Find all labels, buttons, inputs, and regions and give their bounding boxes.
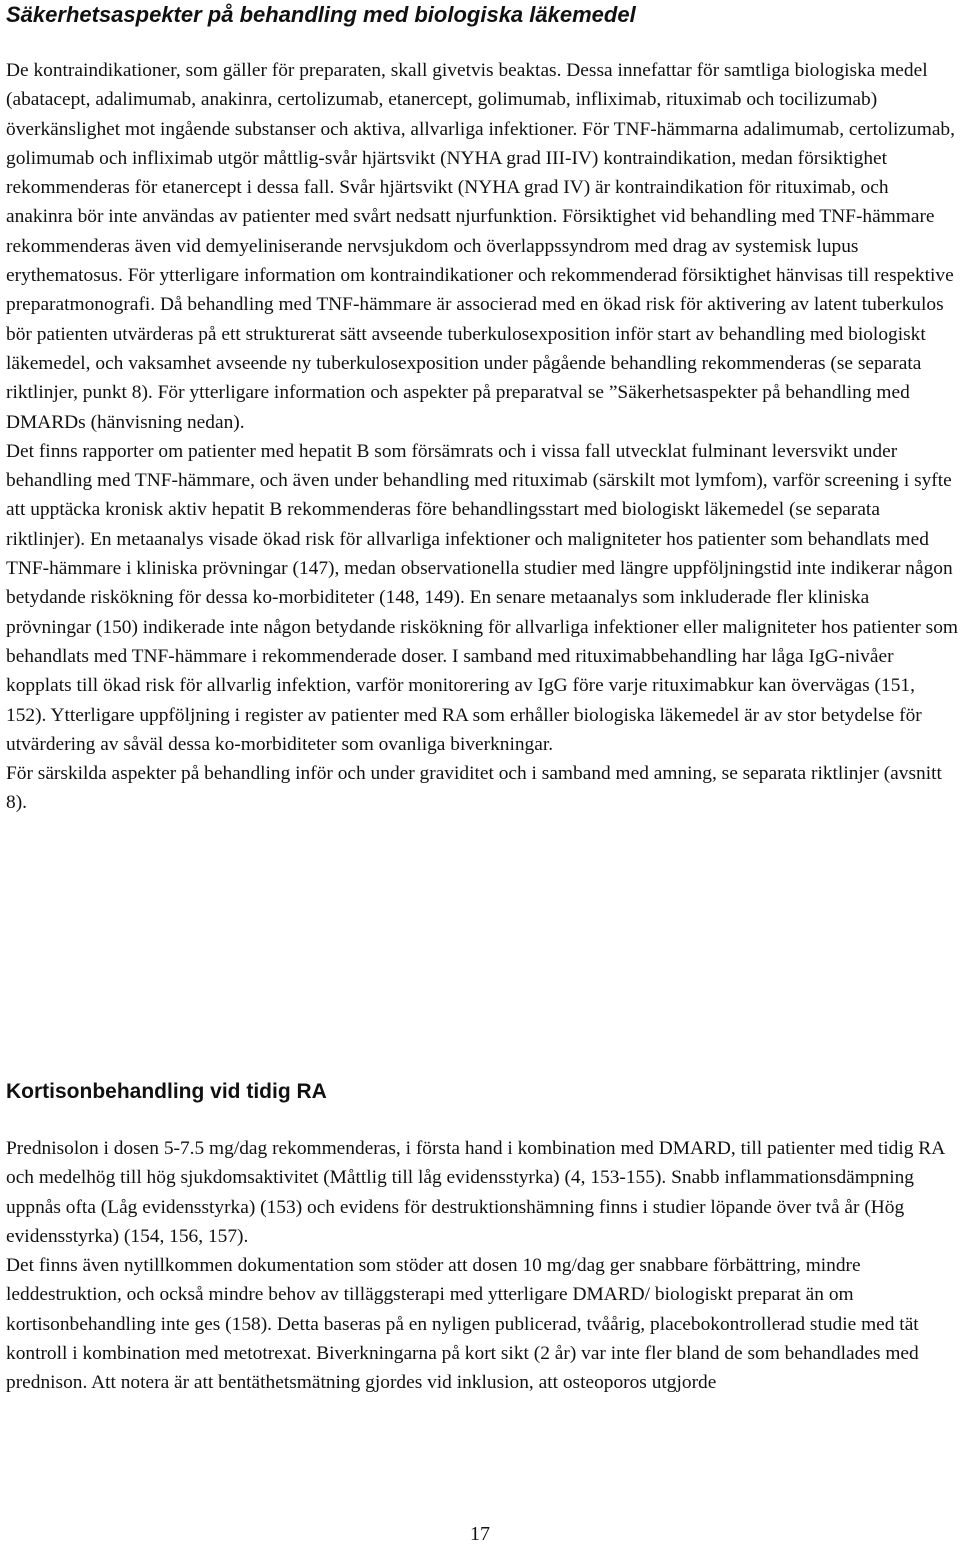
section-heading-cortisone: Kortisonbehandling vid tidig RA bbox=[6, 1080, 327, 1103]
section-heading-safety: Säkerhetsaspekter på behandling med biologiska läkemedel bbox=[6, 2, 636, 27]
paragraph: Det finns även nytillkommen dokumentation som stöder att dosen 10 mg/dag ger snabbare förbättring, mindre leddestruktion, och också mindre behov av tilläggsterapi med ytterligare DMARD/ biologiskt preparat än om kortisonbehandling inte ges (158). Detta baseras på en nyligen publicerad, tvåårig, placebokontrollerad studie med tät kontroll i kombination med metotrexat. Biverkningarna på kort sikt (2 år) var inte fler bland de som behandlades med prednison. Att notera är att bentäthetsmätning gjordes vid inklusion, att osteoporos utgjorde bbox=[6, 1255, 919, 1394]
section-body-cortisone bbox=[6, 1134, 958, 1398]
paragraph: Det finns rapporter om patienter med hepatit B som försämrats och i vissa fall utvecklat fulminant leversvikt under behandling med TNF-hämmare, och även under behandling med rituximab (särskilt mot lymfom), varför screening i syfte att upptäcka kronisk aktiv hepatit B rekommenderas före behandlingsstart med biologiskt läkemedel (se separata riktlinjer). En metaanalys visade ökad risk för allvarliga infektioner och maligniteter hos patienter som behandlats med TNF-hämmare i kliniska prövningar (147), medan observationella studier med längre uppföljningstid inte indikerar någon betydande riskökning för dessa ko-morbiditeter (148, 149). En senare metaanalys som inkluderade fler kliniska prövningar (150) indikerade inte någon betydande riskökning för allvarliga infektioner eller maligniteter hos patienter som behandlats med TNF-hämmare i rekommenderade doser. I samband med rituximabbehandling har låga IgG-nivåer kopplats till ökad risk för allvarlig infektion, varför monitorering av IgG före varje rituximabkur kan övervägas (151, 152). Ytterligare uppföljning i register av patienter med RA som erhåller biologiska läkemedel är av stor betydelse för utvärdering av såväl dessa ko-morbiditeter som ovanliga biverkningar. bbox=[6, 440, 958, 755]
paragraph: För särskilda aspekter på behandling inför och under graviditet och i samband med amning, se separata riktlinjer (avsnitt 8). bbox=[6, 763, 942, 814]
section-body-safety bbox=[6, 56, 958, 818]
paragraph: Prednisolon i dosen 5-7.5 mg/dag rekommenderas, i första hand i kombination med DMARD, till patienter med tidig RA och medelhög till hög sjukdomsaktivitet (Måttlig till låg evidensstyrka) (4, 153-155). Snabb inflammationsdämpning uppnås ofta (Låg evidensstyrka) (153) och evidens för destruktionshämning finns i studier löpande över två år (Hög evidensstyrka) (154, 156, 157). bbox=[6, 1138, 945, 1247]
paragraph: De kontraindikationer, som gäller för preparaten, skall givetvis beaktas. Dessa innefattar för samtliga biologiska medel (abatacept, adalimumab, anakinra, certolizumab, etanercept, golimumab, infliximab, rituximab och tocilizumab) överkänslighet mot ingående substanser och aktiva, allvarliga infektioner. För TNF-hämmarna adalimumab, certolizumab, golimumab och infliximab utgör måttlig-svår hjärtsvikt (NYHA grad III-IV) kontraindikation, medan försiktighet rekommenderas för etanercept i dessa fall. Svår hjärtsvikt (NYHA grad IV) är kontraindikation för rituximab, och anakinra bör inte användas av patienter med svårt nedsatt njurfunktion. Försiktighet vid behandling med TNF-hämmare rekommenderas även vid demyeliniserande nervsjukdom och överlappssyndrom med drag av systemisk lupus erythematosus. För ytterligare information om kontraindikationer och rekommenderad försiktighet hänvisas till respektive preparatmonografi. Då behandling med TNF-hämmare är associerad med en ökad risk för aktivering av latent tuberkulos bör patienten utvärderas på ett strukturerat sätt avseende tuberkulosexposition inför start av behandling med biologiskt läkemedel, och vaksamhet avseende ny tuberkulosexposition under pågående behandling rekommenderas (se separata riktlinjer, punkt 8). För ytterligare information och aspekter på preparatval se ”Säkerhetsaspekter på behandling med DMARDs (hänvisning nedan). bbox=[6, 60, 955, 433]
page-number: 17 bbox=[470, 1523, 490, 1545]
